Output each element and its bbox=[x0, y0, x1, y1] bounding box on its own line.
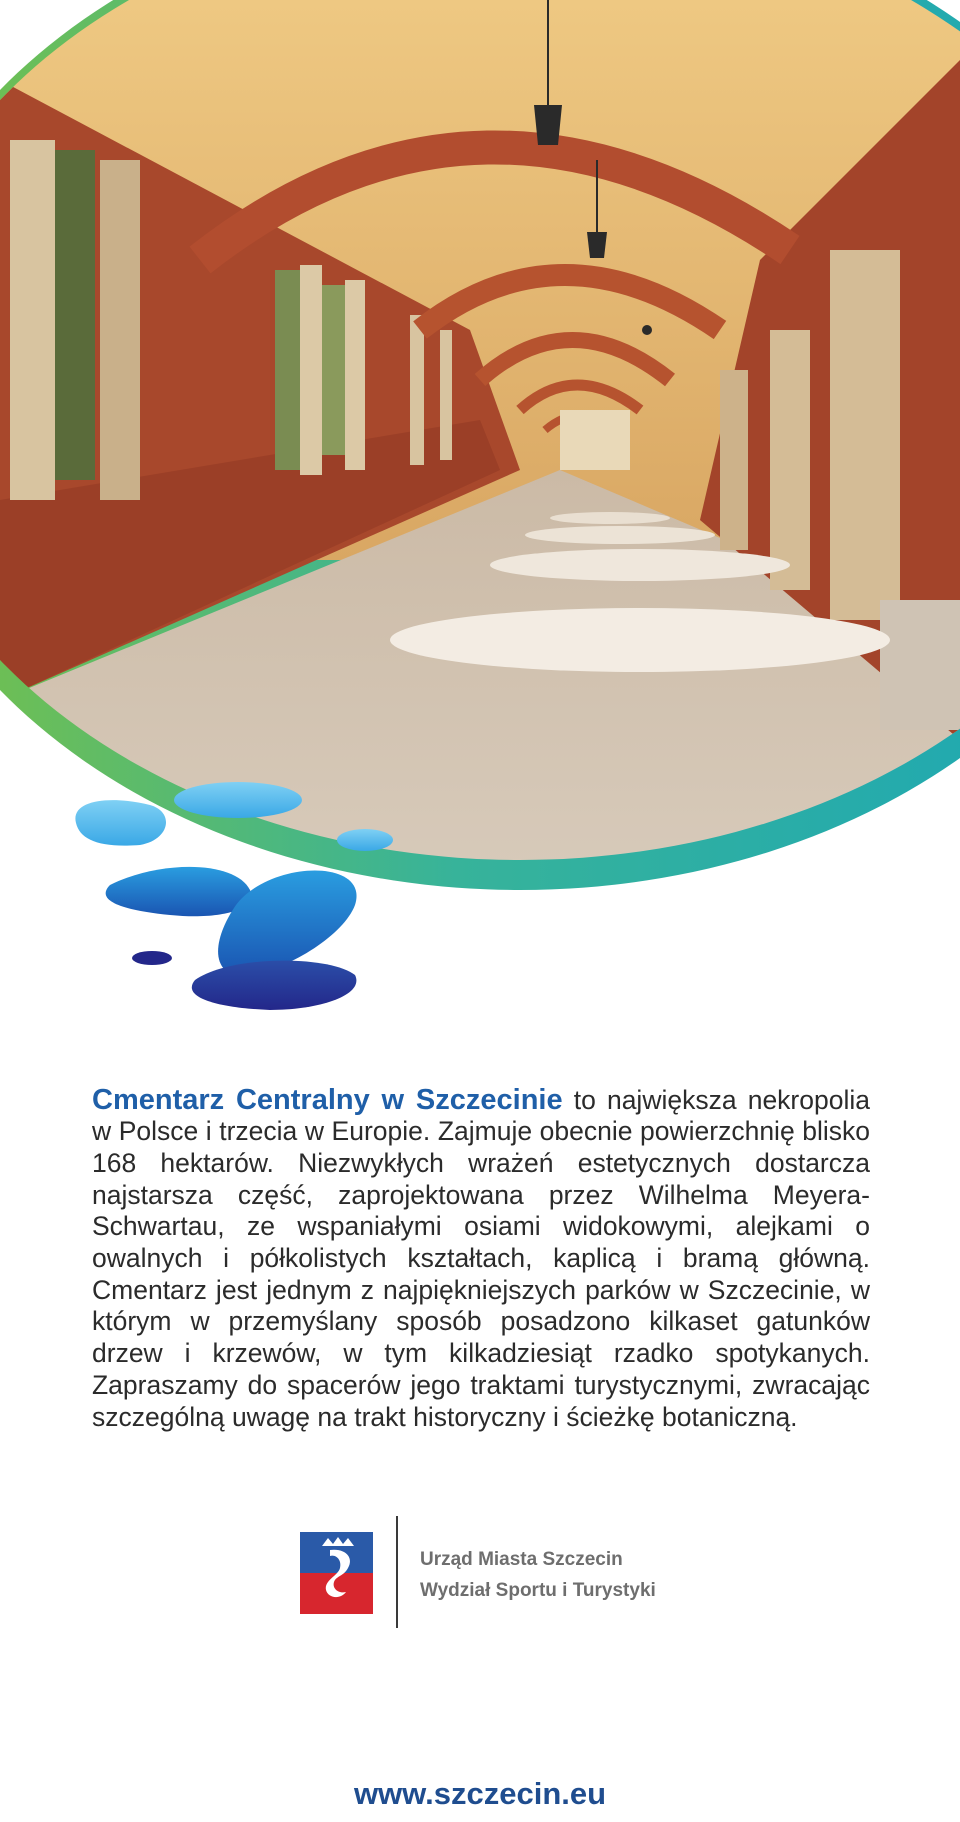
description-body: to największa nekropolia w Polsce i trzecia w Europie. Zajmuje obecnie powierzchnię blisko 168 hektarów. Niezwykłych wrażeń estetycznych dostarcza najstarsza część, zaprojektowana przez Wilhelma Meyera-Schwartau, ze wspaniałymi osiami widokowymi, alejkami o owalnych i półkolistych kształtach, kaplicą i bramą główną. Cmentarz jest jednym z najpiękniejszych parków w Szczecinie, w którym w przemyślany sposób posadzono kilkaset gatunków drzew i krzewów, w tym kilkadziesiąt rzadko spotykanych. Zapraszamy do spacerów jego traktami turystycznymi, zwracając szczególną uwagę na trakt historyczny i ścieżkę botaniczną. bbox=[92, 1084, 870, 1432]
issuer-name bbox=[420, 1544, 656, 1606]
logo-divider bbox=[396, 1516, 398, 1628]
website-url[interactable]: www.szczecin.eu bbox=[353, 1776, 607, 1811]
issuer-line-2: Wydział Sportu i Turystyki bbox=[420, 1580, 656, 1601]
szczecin-griffin-crest-icon bbox=[300, 1532, 373, 1614]
cemetery-description bbox=[92, 1085, 870, 1434]
description-lead: Cmentarz Centralny w Szczecinie bbox=[92, 1083, 563, 1116]
issuer-line-1: Urząd Miasta Szczecin bbox=[420, 1549, 623, 1570]
